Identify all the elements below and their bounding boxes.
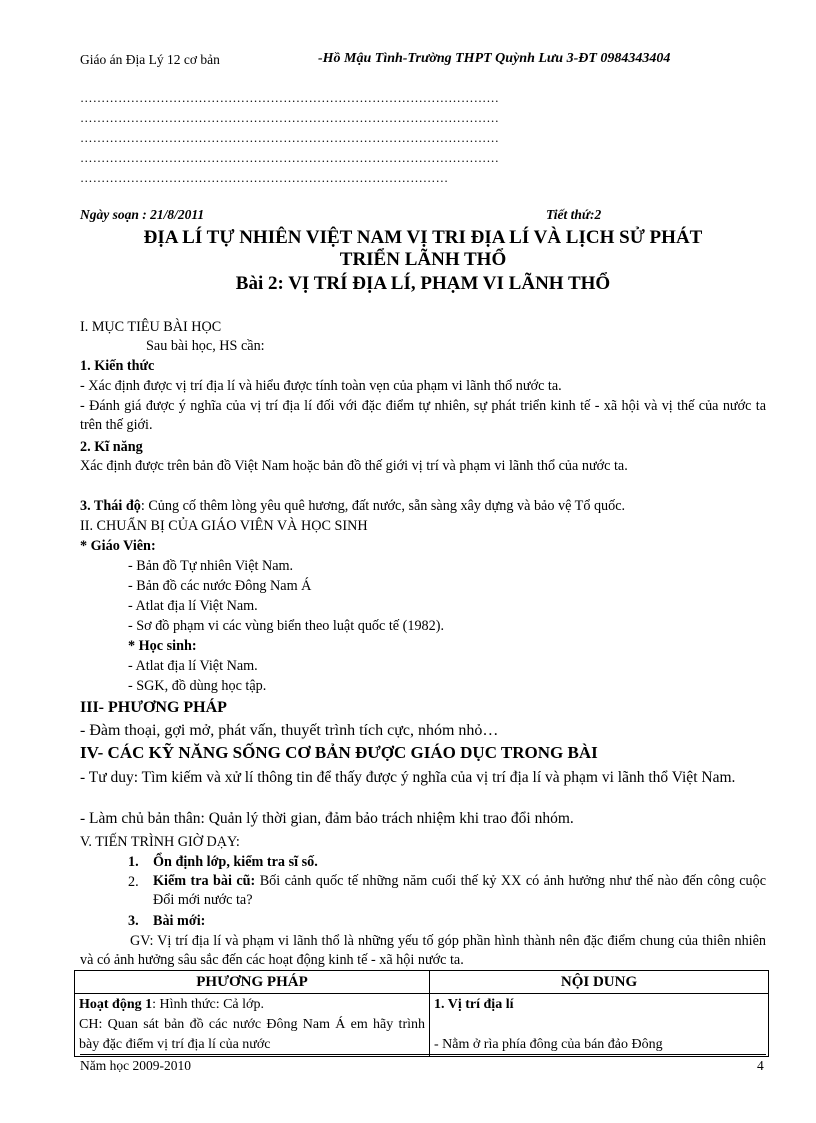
- content-heading: 1. Vị trí địa lí: [434, 997, 514, 1012]
- activity-label: Hoạt động 1: [79, 997, 153, 1012]
- section4-heading: IV- CÁC KỸ NĂNG SỐNG CƠ BẢN ĐƯỢC GIÁO DỤC TRONG BÀI: [80, 743, 598, 762]
- table-row: [75, 994, 769, 1057]
- step2: [153, 872, 766, 910]
- section3-text: - Đàm thoại, gợi mở, phát vấn, thuyết trình tích cực, nhóm nhỏ…: [80, 722, 499, 739]
- activity-text: : Hình thức: Cả lớp.: [152, 997, 264, 1012]
- method-cell: [75, 994, 430, 1057]
- teacher-item: - Bản đồ Tự nhiên Việt Nam.: [128, 558, 294, 574]
- header-right: -Hồ Mậu Tình-Trường THPT Quỳnh Lưu 3-ĐT 0984343404: [318, 51, 671, 66]
- header-left: Giáo án Địa Lý 12 cơ bản: [80, 52, 220, 67]
- footer-rule: [80, 1054, 766, 1055]
- step3-text: Bài mới:: [153, 913, 206, 929]
- dot-line: ……………………………………………………………………………: [80, 171, 449, 185]
- content-text: - Nằm ở rìa phía đông của bán đảo Đông: [434, 1037, 663, 1052]
- dot-line: ………………………………………………………………………………………: [80, 131, 500, 145]
- skill-text: Xác định được trên bản đồ Việt Nam hoặc bản đồ thế giới vị trí và phạm vi lãnh thổ của nước ta.: [80, 458, 628, 474]
- knowledge-heading: 1. Kiến thức: [80, 358, 155, 374]
- student-item: - Atlat địa lí Việt Nam.: [128, 658, 258, 674]
- teacher-item: - Sơ đồ phạm vi các vùng biển theo luật quốc tế (1982).: [128, 618, 445, 634]
- dot-line: ………………………………………………………………………………………: [80, 151, 500, 165]
- section4-text1: - Tư duy: Tìm kiếm và xử lí thông tin để thấy được ý nghĩa của vị trí địa lí và phạm vi lãnh thổ Việt Nam.: [80, 769, 736, 786]
- attitude-text: : Củng cố thêm lòng yêu quê hương, đất nước, sẵn sàng xây dựng và bảo vệ Tổ quốc.: [140, 498, 626, 514]
- lesson-title: Bài 2: VỊ TRÍ ĐỊA LÍ, PHẠM VI LÃNH THỔ: [235, 273, 611, 294]
- period-number: Tiết thứ:2: [546, 207, 602, 222]
- dot-line: ………………………………………………………………………………………: [80, 91, 500, 105]
- footer-year: Năm học 2009-2010: [80, 1058, 191, 1073]
- section1-intro: Sau bài học, HS cần:: [146, 338, 265, 354]
- knowledge-item-2: - Đánh giá được ý nghĩa của vị trí địa lí đối với đặc điểm tự nhiên, sự phát triển kinh tế - xã hội và vị thế của nước ta trên thế giới.: [80, 398, 766, 433]
- section4-text2: - Làm chủ bản thân: Quản lý thời gian, đảm bảo trách nhiệm khi trao đổi nhóm.: [80, 810, 574, 827]
- main-title-line2: TRIỂN LÃNH THỔ: [339, 249, 507, 270]
- attitude-line: [80, 497, 625, 515]
- col-header-content: NỘI DUNG: [430, 971, 769, 994]
- section2-heading: II. CHUẨN BỊ CỦA GIÁO VIÊN VÀ HỌC SINH: [80, 518, 368, 534]
- prepared-date: Ngày soạn : 21/8/2011: [80, 207, 205, 222]
- step2-number: 2.: [128, 874, 139, 890]
- knowledge-item-1: - Xác định được vị trí địa lí và hiểu được tính toàn vẹn của phạm vi lãnh thổ nước ta.: [80, 378, 562, 394]
- section3-heading: III- PHƯƠNG PHÁP: [80, 699, 227, 716]
- attitude-label: 3. Thái độ: [80, 498, 141, 514]
- content-cell: [430, 994, 769, 1057]
- step1-text: Ổn định lớp, kiểm tra sĩ số.: [153, 854, 318, 870]
- step3-number: 3.: [128, 913, 139, 929]
- teacher-item: - Bản đồ các nước Đông Nam Á: [128, 578, 312, 594]
- main-title-line1: ĐỊA LÍ TỰ NHIÊN VIỆT NAM VỊ TRI ĐỊA LÍ VÀ LỊCH SỬ PHÁT: [143, 227, 703, 248]
- teacher-item: - Atlat địa lí Việt Nam.: [128, 598, 258, 614]
- page-number: 4: [757, 1058, 764, 1073]
- section5-heading: V. TIẾN TRÌNH GIỜ DẠY:: [80, 834, 240, 850]
- col-header-method: PHƯƠNG PHÁP: [75, 971, 430, 994]
- ch-text: CH: Quan sát bản đồ các nước Đông Nam Á em hãy trình bày đặc điểm vị trí địa lí của nước: [79, 1017, 425, 1052]
- dot-line: ………………………………………………………………………………………: [80, 111, 500, 125]
- step1-number: 1.: [128, 854, 139, 870]
- section1-heading: I. MỤC TIÊU BÀI HỌC: [80, 319, 222, 335]
- table-header-row: [75, 971, 769, 994]
- gv-intro-text: GV: Vị trí địa lí và phạm vi lãnh thổ là những yếu tố góp phần hình thành nên đặc điểm chung của thiên nhiên và có ảnh hưởng sâu sắc đến các hoạt động kinh tế - xã hội nước ta.: [80, 933, 766, 968]
- skill-heading: 2. Kĩ năng: [80, 439, 143, 455]
- lesson-table: [74, 970, 769, 1057]
- step2-label: Kiểm tra bài cũ:: [153, 873, 256, 889]
- student-item: - SGK, đồ dùng học tập.: [128, 678, 267, 694]
- teacher-heading: * Giáo Viên:: [80, 538, 156, 554]
- student-heading: * Học sinh:: [128, 638, 197, 654]
- step2-text: Bối cảnh quốc tế những năm cuối thế kỷ XX có ảnh hưởng như thế nào đến công cuộc Đổi mới nước ta?: [153, 873, 766, 908]
